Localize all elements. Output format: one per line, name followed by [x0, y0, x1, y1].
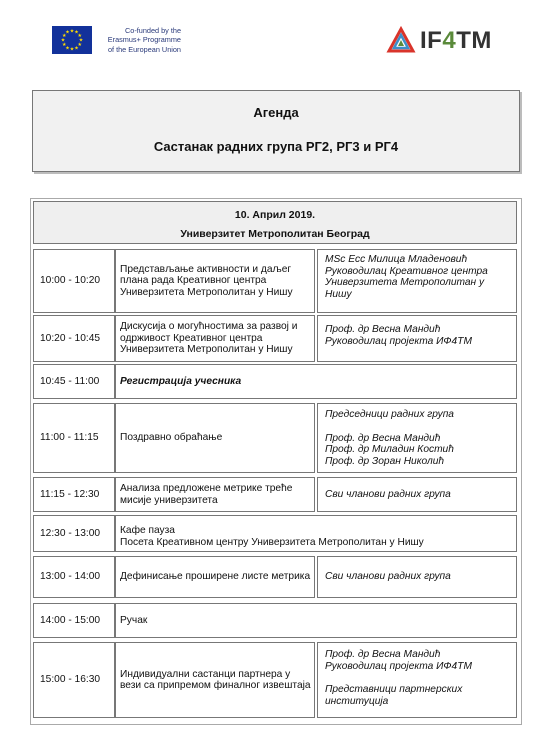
eu-text-line: Co-funded by the: [125, 26, 181, 35]
time-cell: 12:30 - 13:00: [33, 515, 115, 552]
speaker-line: Руководилац Креативног центра Универзитета Метрополитан у Нишу: [325, 265, 488, 300]
time-cell: 10:20 - 10:45: [33, 315, 115, 362]
activity-text: Регистрација учесника: [120, 375, 242, 387]
meeting-venue: Универзитет Метрополитан Београд: [180, 228, 370, 240]
speaker-cell: [317, 477, 517, 512]
speaker-line: Сви чланови радних група: [325, 488, 451, 500]
page-header: [0, 0, 550, 80]
activity-cell: Поздравно обраћање: [115, 403, 315, 473]
speaker-line: Проф. др Миладин Костић: [325, 444, 454, 455]
speaker-cell: [317, 556, 517, 598]
svg-text:★: ★: [69, 46, 75, 53]
time-cell: 15:00 - 16:30: [33, 642, 115, 718]
svg-text:★: ★: [61, 33, 67, 39]
speaker-cell: [317, 642, 517, 718]
speaker-line: Руководилац пројекта ИФ4ТМ: [325, 660, 473, 672]
time-cell: 14:00 - 15:00: [33, 603, 115, 638]
logo-text-b: 4: [442, 27, 457, 54]
activity-cell: Дефинисање проширене листе метрика: [115, 556, 315, 598]
time-cell: 11:15 - 12:30: [33, 477, 115, 512]
eu-text-line: Erasmus+ Programme: [107, 35, 181, 45]
eu-flag-icon: [52, 26, 92, 54]
svg-text:★: ★: [77, 42, 83, 48]
activity-cell: [115, 364, 517, 399]
time-cell: 13:00 - 14:00: [33, 556, 115, 598]
svg-text:★: ★: [65, 29, 70, 36]
speaker-gap: [325, 672, 513, 684]
eu-cofunded-text: [97, 26, 181, 54]
activity-line: Кафе пауза: [120, 525, 175, 536]
time-cell: 10:00 - 10:20: [33, 249, 115, 313]
speaker-cell: [317, 315, 517, 362]
activity-cell: Дискусија о могућностима за развој и одрживост Креативног центра Универзитета Метрополитан у Нишу: [115, 315, 315, 362]
speaker-line: Проф. др Весна Мандић: [325, 649, 441, 660]
meeting-date: 10. Април 2019.: [234, 209, 316, 221]
svg-text:★: ★: [77, 33, 83, 39]
agenda-title-box: [32, 90, 520, 172]
speaker-line: Проф. др Весна Мандић: [325, 324, 441, 335]
if4tm-logo-text: [420, 27, 492, 55]
speaker-gap: [325, 421, 513, 433]
meeting-title: Састанак радних група РГ2, РГ3 и РГ4: [153, 139, 399, 154]
activity-cell: Индивидуални састанци партнера у вези са припремом финалног извештаја: [115, 642, 315, 718]
logo-text-a: IF: [420, 27, 443, 54]
activity-cell: Представљање активности и даљег плана рада Креативног центра Универзитета Метрополитан у Нишу: [115, 249, 315, 313]
speaker-cell: [317, 249, 517, 313]
eu-text-line: of the European Union: [107, 44, 181, 54]
speaker-line: Председници радних група: [325, 409, 454, 420]
speaker-line: MSc Есс Милица Младеновић: [325, 254, 468, 265]
svg-text:★: ★: [65, 45, 70, 52]
speaker-line: Руководилац пројекта ИФ4ТМ: [325, 335, 473, 347]
activity-cell: [115, 515, 517, 552]
speaker-line: Проф. др Весна Мандић: [325, 432, 441, 444]
svg-text:★: ★: [74, 45, 79, 52]
time-cell: 11:00 - 11:15: [33, 403, 115, 473]
speaker-line: Проф. др Зоран Николић: [325, 455, 445, 467]
activity-cell: Ручак: [115, 603, 517, 638]
if4tm-logo: [386, 26, 492, 56]
speaker-line: Сви чланови радних група: [325, 571, 451, 583]
svg-text:★: ★: [61, 42, 67, 48]
activity-line: Посета Креативном центру Универзитета Метрополитан у Нишу: [120, 536, 424, 548]
svg-text:★: ★: [69, 28, 75, 35]
svg-text:★: ★: [60, 37, 66, 44]
logo-text-c: TM: [456, 27, 492, 54]
speaker-cell: [317, 403, 517, 473]
time-cell: 10:45 - 11:00: [33, 364, 115, 399]
speaker-line: Представници партнерских институција: [325, 684, 463, 707]
svg-text:★: ★: [74, 29, 79, 36]
date-header: [33, 201, 517, 244]
if4tm-logo-icon: [386, 26, 416, 56]
svg-text:★: ★: [78, 37, 84, 44]
page-title: Агенда: [253, 105, 299, 120]
activity-cell: Анализа предложене метрике треће мисије универзитета: [115, 477, 315, 512]
